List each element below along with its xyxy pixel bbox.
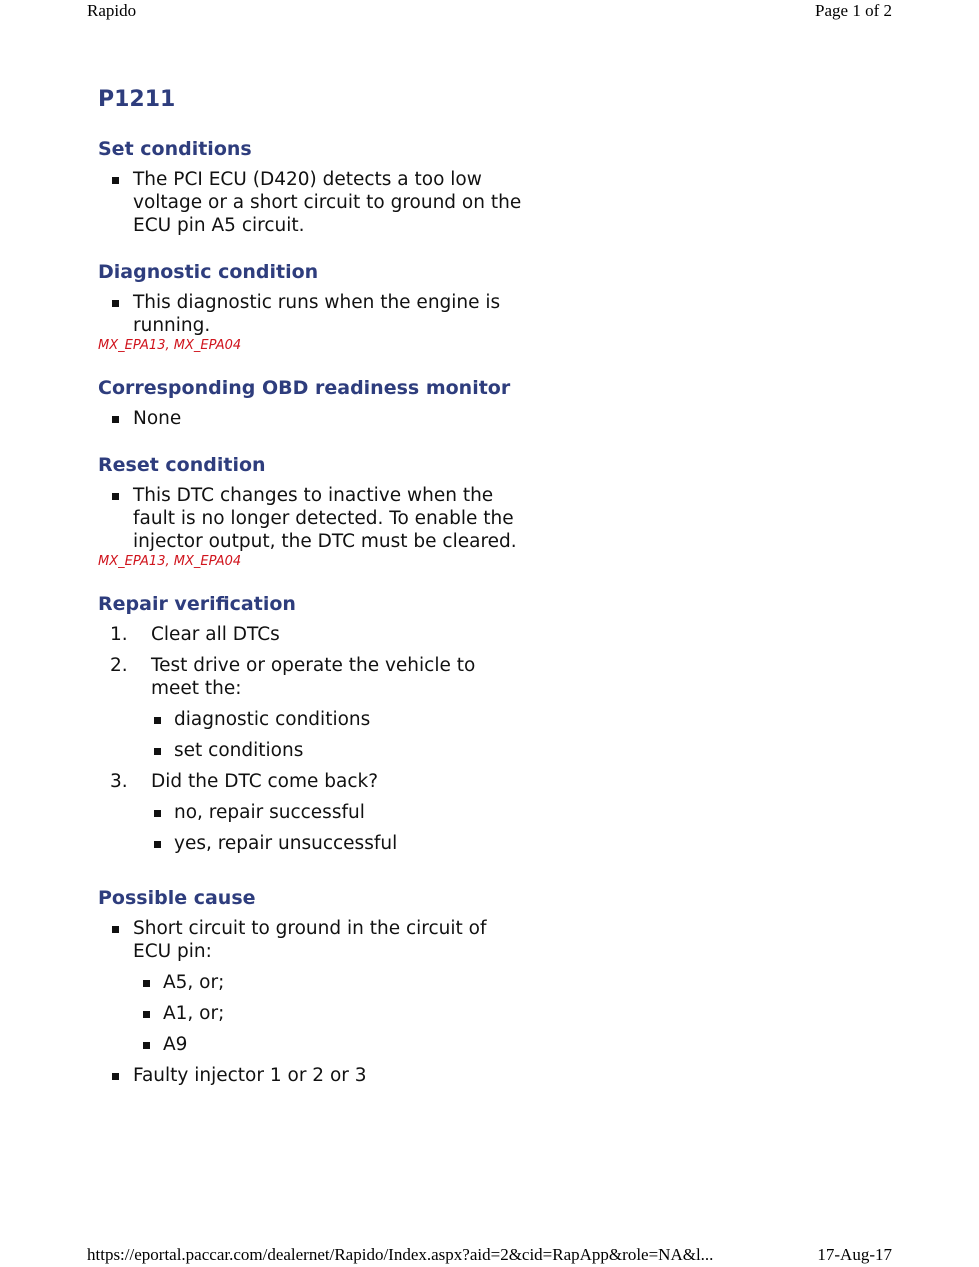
list-item bbox=[98, 623, 528, 646]
section-set-conditions bbox=[98, 137, 528, 237]
section-reset-condition bbox=[98, 453, 528, 569]
bullet-list bbox=[98, 407, 528, 430]
print-header-left: Rapido bbox=[87, 1, 137, 20]
print-header-page-number: Page 1 of 2 bbox=[815, 1, 892, 20]
section-heading: Possible cause bbox=[98, 887, 256, 909]
list-item: A9 bbox=[133, 1033, 528, 1056]
document-body bbox=[98, 86, 528, 1110]
step-text: Clear all DTCs bbox=[151, 624, 280, 645]
list-item: A1, or; bbox=[133, 1002, 528, 1025]
list-item: yes, repair unsuccessful bbox=[151, 832, 528, 855]
list-item bbox=[98, 654, 528, 762]
list-item bbox=[98, 1064, 528, 1087]
step-number: 2. bbox=[110, 655, 128, 676]
variant-note: MX_EPA13, MX_EPA04 bbox=[98, 554, 242, 569]
bullet-list bbox=[98, 917, 528, 1087]
list-item-text: Short circuit to ground in the circuit of ECU pin: bbox=[133, 918, 487, 962]
section-heading: Diagnostic condition bbox=[98, 261, 319, 283]
list-item bbox=[98, 917, 528, 1056]
section-obd-monitor bbox=[98, 376, 528, 430]
page-title: P1211 bbox=[98, 87, 176, 112]
sub-bullet-list bbox=[151, 708, 528, 762]
list-item: This DTC changes to inactive when the fault is no longer detected. To enable the injector output, the DTC must be cleared. bbox=[98, 484, 528, 553]
print-footer-url: https://eportal.paccar.com/dealernet/Rapido/Index.aspx?aid=2&cid=RapApp&role=NA&l... bbox=[87, 1245, 714, 1264]
list-item: This diagnostic runs when the engine is running. bbox=[98, 291, 528, 337]
section-heading: Reset condition bbox=[98, 454, 266, 476]
list-item bbox=[98, 770, 528, 855]
list-item: set conditions bbox=[151, 739, 528, 762]
bullet-list bbox=[98, 168, 528, 237]
list-item: None bbox=[98, 407, 528, 430]
variant-note: MX_EPA13, MX_EPA04 bbox=[98, 338, 242, 353]
section-heading: Corresponding OBD readiness monitor bbox=[98, 377, 511, 399]
step-text: Test drive or operate the vehicle to meet the: bbox=[151, 655, 476, 699]
step-number: 1. bbox=[110, 624, 128, 645]
step-number: 3. bbox=[110, 771, 128, 792]
numbered-list bbox=[98, 623, 528, 855]
list-item: diagnostic conditions bbox=[151, 708, 528, 731]
bullet-list bbox=[98, 484, 528, 553]
section-heading: Repair verification bbox=[98, 593, 296, 615]
list-item: A5, or; bbox=[133, 971, 528, 994]
section-possible-cause bbox=[98, 886, 528, 1087]
list-item-text: Faulty injector 1 or 2 or 3 bbox=[133, 1065, 367, 1086]
sub-bullet-list bbox=[151, 801, 528, 855]
list-item: no, repair successful bbox=[151, 801, 528, 824]
bullet-list bbox=[98, 291, 528, 337]
step-text: Did the DTC come back? bbox=[151, 771, 379, 792]
sub-bullet-list bbox=[133, 971, 528, 1056]
section-heading: Set conditions bbox=[98, 138, 252, 160]
print-footer-date: 17-Aug-17 bbox=[817, 1245, 892, 1264]
list-item: The PCI ECU (D420) detects a too low voltage or a short circuit to ground on the ECU pin A5 circuit. bbox=[98, 168, 528, 237]
section-diagnostic-condition bbox=[98, 260, 528, 353]
section-repair-verification bbox=[98, 592, 528, 855]
